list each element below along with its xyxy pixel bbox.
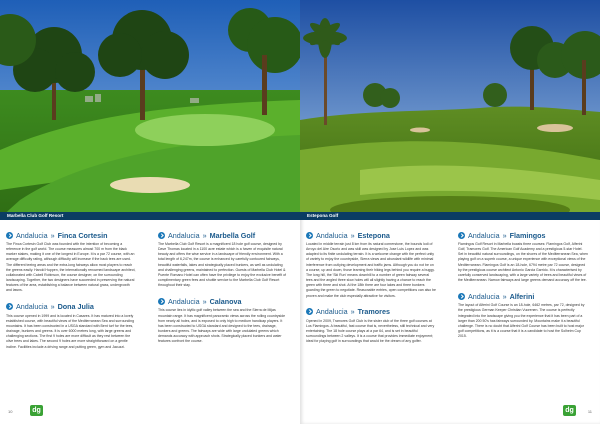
- region-label: Andalucia: [468, 230, 500, 240]
- section-body: Located in middle terrain just 8 km from its natural cornerstone, the bounds lodi of Arroyo del Aire Osorio and was skill was designed by Jose Luis Lopez and was adapted to its finite undulating terrain. It is a welcome change with the perfect unity of variety to enjoy the countryside, Sierra views and abundant wildlife with minimal interference from outlying development and traffic jams. Although you do not be on a course, up and down, those learning their hiking legs behind you require a buggy. The long hill, the 'Ski Run' means downhill to a number of green fairway several tees and the angled three slow holes will all slightly having a chance to reach the green with three and shot. At the 18th there are four lakes and three bunkers guarding the green to negotiate. Reasonable entries, open competitions can also be proven and make the club especially attractive for visitors.: [306, 242, 436, 298]
- section-body: This course opened in 1999 and is located in Casares. It has matured into a lovely established course, with beautiful views of the Mediterranean Sea and surrounding mountains. It has been constructed in a USGA standard with Bent turf for the tees, drainage, bunkers and greens. It is over 6000 metres long, with large greens and challenging sections. The first 9 holes are more difficult as they rest between the olive trees and lakes. The second 9 holes are more straightforward on a gentle incline. Facilities include a driving range and putting green, gym and Jacuzzi.: [6, 313, 135, 349]
- left-photo-caption: [0, 212, 300, 220]
- section-body: The Marbella Club Golf Resort is a magnificent 18 hole golf course, designed by Dave Thomas located in a 1100 acre estate which is a haven of exquisite natural beauty and offers the wise service in a landscape of friendly environment. With a total length of 6,247m, the course is enhanced by carefully contoured fairways, beautiful waterfalls, lakes and strategically placed bunkers, as well as undulating and challenging greens, maintained to perfection. Guests of Marbella Club Hotel & Puente Romano Hotel can often have the privilege to enjoy the exclusive benefit of complimentary green fees and shuttle service to the Marbella Club Golf Resort throughout their stay.: [158, 242, 287, 288]
- heading-separator: »: [350, 307, 355, 317]
- place-label: Alferini: [509, 291, 535, 301]
- section-body: Flamingos Golf Resort in Marbella boasts three courses: Flamingos Golf, Alferini Golf, Tramores Golf. The American Golf Academy and a prestigious 5-star Hotel. Set in beautiful natural surroundings, on the shores of the Mediterranean Sea, when playing golf on a superb course, a unique experience with exceptional views of the Mediterranean. Flamingos Golf is an 18-hole, 6794 metre par 72 course, designed by the prestigious course architect Antonio Garcia Garrido. It is characterised by carefully conserved landscaping, with a large variety of trees and beautiful views of the Mediterranean. Narrow fairways and large greens demand accuracy off the tee.: [458, 242, 588, 283]
- section-flamingos: [458, 230, 588, 283]
- section-tramores: [306, 307, 436, 345]
- section-body: The layout of Alferini Golf Course is an 18-hole, 6462 metres, par 72, designed by the prestigious German Keeper Christian Vuorenen. The course is perfectly integrated into the landscape giving you the experience that it has been part of a larger than 200 50's has fairways surrounded by. Mountains make it a beautiful challenge. There is no doubt that Alferini Golf Course has been built to host major golf competitions, as it is a course that it is a candidate to host the Solheim Cup 2015.: [458, 303, 585, 339]
- section-marbella-golf: [158, 230, 288, 288]
- section-heading: [458, 230, 588, 240]
- section-body: This course lies in idyllic golf valley between the sea and the Sierra de Mijas mountain range. It has magnificent panoramic views across the rolling countryside from nearly all holes, and is exposed to only high to medium handicap players. It has been constructed to USGA standard and designed to the tees, drainage, bunkers and greens. The fairways are wide with large undulated greens which demands accuracy with approach shots. Strategically placed bunkers and water features confront the course.: [158, 308, 286, 344]
- region-label: Andalucia: [168, 230, 200, 240]
- chevron-right-icon: [158, 232, 165, 239]
- right-photo-estepona-golf: [300, 0, 600, 218]
- chevron-right-icon: [458, 293, 465, 300]
- section-heading: [158, 296, 288, 306]
- section-estepona: [306, 230, 436, 299]
- chevron-right-icon: [6, 232, 13, 239]
- section-dona-julia: [6, 302, 136, 350]
- place-label: Flamingos: [509, 230, 546, 240]
- right-caption-text: Estepona Golf: [307, 213, 339, 218]
- place-label: Estepona: [357, 230, 390, 240]
- section-calanova: [158, 296, 288, 344]
- column-right-1: [306, 230, 436, 353]
- chevron-right-icon: [158, 298, 165, 305]
- heading-separator: »: [202, 296, 207, 306]
- heading-separator: »: [350, 230, 355, 240]
- place-label: Tramores: [357, 307, 390, 317]
- chevron-right-icon: [6, 303, 13, 310]
- section-heading: [6, 302, 136, 312]
- region-label: Andalucia: [16, 230, 48, 240]
- section-heading: [458, 291, 588, 301]
- section-heading: [306, 307, 436, 317]
- page-number: 10: [8, 409, 13, 414]
- place-label: Dona Julia: [57, 302, 94, 312]
- region-label: Andalucia: [468, 291, 500, 301]
- section-heading: [6, 230, 136, 240]
- chevron-right-icon: [306, 308, 313, 315]
- region-label: Andalucia: [316, 307, 348, 317]
- section-body: The Finca Cortesin Golf Club was founded with the intention of becoming a reference in the golf world. The course measures almost 700 m from the black marker stakes, making it one of the longest in Europe. It is a par 72 course, with an average difficulty rating, although difficulty will increase if the back tees are used. The different teeing areas and the extra-long fairways allow most players to reach the greens easily. Harold Huppen, the internationally renowned landscape architect, collaborated with Cabell Robinson, the course designer, on the surrounding landscaping. Together, the two designers have succeeded in preserving the natural features of the area, establishing a balance between natural grass, undergrowth and lawns.: [6, 242, 136, 293]
- right-page-footer: [300, 404, 600, 416]
- place-label: Finca Cortesin: [57, 230, 108, 240]
- right-page: [300, 0, 600, 424]
- place-label: Marbella Golf: [209, 230, 256, 240]
- heading-separator: »: [50, 230, 55, 240]
- column-right-2: [458, 230, 588, 347]
- section-heading: [158, 230, 288, 240]
- region-label: Andalucia: [168, 296, 200, 306]
- region-label: Andalucia: [16, 302, 48, 312]
- column-left-1: [6, 230, 136, 358]
- section-heading: [306, 230, 436, 240]
- heading-separator: »: [502, 291, 507, 301]
- left-caption-text: Marbella Club Golf Resort: [7, 213, 64, 218]
- column-left-2: [158, 230, 288, 353]
- region-label: Andalucia: [316, 230, 348, 240]
- heading-separator: »: [502, 230, 507, 240]
- right-photo-caption: [300, 212, 600, 220]
- section-body: Opened in 2009, Tramores Golf Club is the sister club of the three golf courses at Los Flamingos. A beautiful, fast course that is, nevertheless, still technical and very entertaining. The 18 hole course plays at a par 64, and is set in beautiful surroundings between 2 valleys. It is a course that provides immediate enjoyment; ideal for playing golf in surroundings that would be the dream of any golfer.: [306, 318, 435, 344]
- section-finca-cortesin: [6, 230, 136, 294]
- publication-logo: dg: [30, 405, 43, 416]
- left-photo-marbella-club: [0, 0, 300, 218]
- section-alferini: [458, 291, 588, 339]
- chevron-right-icon: [458, 232, 465, 239]
- place-label: Calanova: [209, 296, 242, 306]
- heading-separator: »: [202, 230, 207, 240]
- publication-logo: dg: [563, 405, 576, 416]
- left-page-footer: [0, 404, 300, 416]
- heading-separator: »: [50, 302, 55, 312]
- chevron-right-icon: [306, 232, 313, 239]
- page-number: 11: [587, 409, 592, 414]
